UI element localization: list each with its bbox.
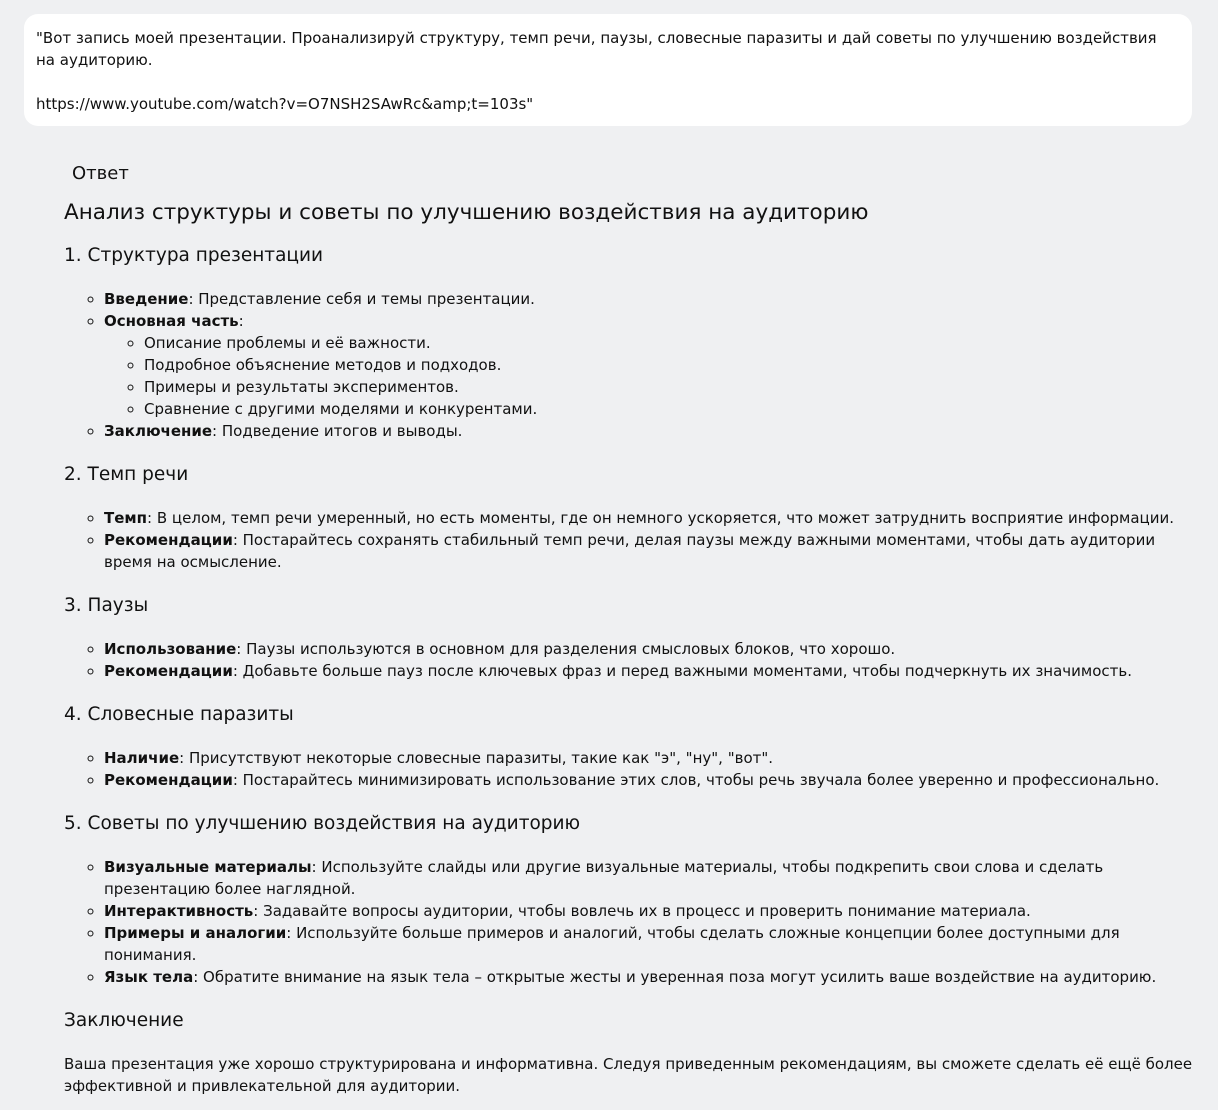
- section-heading-tempo: 2. Темп речи: [64, 464, 189, 485]
- item-term: Использование: [104, 640, 237, 658]
- item-text: : Присутствуют некоторые словесные паразиты, такие как "э", "ну", "вот".: [179, 749, 774, 767]
- sub-list-item: ◦ Примеры и результаты экспериментов.: [144, 376, 1204, 398]
- item-term: Рекомендации: [104, 531, 233, 549]
- item-term: Примеры и аналогии: [104, 924, 287, 942]
- item-text: : Добавьте больше пауз после ключевых фраз и перед важными моментами, чтобы подчеркнуть их значимость.: [232, 662, 1133, 680]
- list-item: [104, 922, 1204, 966]
- list-item: [104, 900, 1204, 922]
- item-text: : Задавайте вопросы аудитории, чтобы вовлечь их в процесс и проверить понимание материала.: [253, 902, 1031, 920]
- item-text: : Паузы используются в основном для разделения смысловых блоков, что хорошо.: [236, 640, 896, 658]
- item-term: Язык тела: [104, 968, 194, 986]
- list-item: [104, 310, 1204, 420]
- item-text: : Подведение итогов и выводы.: [212, 422, 463, 440]
- answer-title: Анализ структуры и советы по улучшению воздействия на аудиторию: [64, 200, 869, 225]
- section-heading-pauses: 3. Паузы: [64, 595, 149, 616]
- answer-label: Ответ: [72, 163, 129, 184]
- user-prompt-card: [24, 14, 1192, 126]
- item-term: Интерактивность: [104, 902, 254, 920]
- prompt-text: "Вот запись моей презентации. Проанализируй структуру, темп речи, паузы, словесные паразиты и дай советы по улучшению воздействия на аудиторию.: [36, 29, 1157, 69]
- list-item: [104, 288, 1204, 310]
- item-text: : Используйте слайды или другие визуальные материалы, чтобы подкрепить свои слова и сделать презентацию более наглядной.: [104, 858, 1104, 898]
- list-item: [104, 638, 1204, 660]
- section-heading-structure: 1. Структура презентации: [64, 245, 324, 266]
- item-term: Заключение: [104, 422, 213, 440]
- sub-list-item: ◦ Описание проблемы и её важности.: [144, 332, 1204, 354]
- structure-list: [64, 288, 1204, 442]
- main-part-sublist: [104, 332, 1204, 420]
- sub-list-item: ◦ Подробное объяснение методов и подходов.: [144, 354, 1204, 376]
- item-term: Основная часть: [104, 312, 239, 330]
- tempo-list: [64, 507, 1204, 573]
- list-item: [104, 507, 1204, 529]
- fillers-list: [64, 747, 1204, 791]
- conclusion-heading: Заключение: [64, 1010, 184, 1031]
- conclusion-text: Ваша презентация уже хорошо структурирована и информативна. Следуя приведенным рекомендациям, вы сможете сделать её ещё более эффективной и привлекательной для аудитории.: [64, 1055, 1193, 1095]
- sub-list-item: ◦ Сравнение с другими моделями и конкурентами.: [144, 398, 1204, 420]
- list-item: [104, 529, 1204, 573]
- prompt-url[interactable]: https://www.youtube.com/watch?v=O7NSH2SAwRc&amp;t=103s": [36, 95, 534, 113]
- list-item: [104, 747, 1204, 769]
- item-text: : Используйте больше примеров и аналогий, чтобы сделать сложные концепции более доступными для понимания.: [104, 924, 1120, 964]
- item-term: Рекомендации: [104, 771, 233, 789]
- item-text: : В целом, темп речи умеренный, но есть моменты, где он немного ускоряется, что может затруднить восприятие информации.: [147, 509, 1175, 527]
- list-item: [104, 966, 1204, 988]
- item-text: : Постарайтесь сохранять стабильный темп речи, делая паузы между важными моментами, чтобы дать аудитории время на осмысление.: [104, 531, 1156, 571]
- pauses-list: [64, 638, 1204, 682]
- section-heading-fillers: 4. Словесные паразиты: [64, 704, 294, 725]
- item-text: :: [238, 312, 244, 330]
- list-item: [104, 856, 1204, 900]
- item-text: : Представление себя и темы презентации.: [188, 290, 535, 308]
- section-heading-tips: 5. Советы по улучшению воздействия на аудиторию: [64, 813, 581, 834]
- list-item: [104, 660, 1204, 682]
- list-item: [104, 420, 1204, 442]
- item-text: : Постарайтесь минимизировать использование этих слов, чтобы речь звучала более уверенно и профессионально.: [232, 771, 1160, 789]
- item-term: Наличие: [104, 749, 180, 767]
- item-term: Визуальные материалы: [104, 858, 312, 876]
- item-term: Введение: [104, 290, 189, 308]
- item-text: : Обратите внимание на язык тела – открытые жесты и уверенная поза могут усилить ваше воздействие на аудиторию.: [193, 968, 1157, 986]
- answer-block: [64, 160, 1204, 1097]
- item-term: Рекомендации: [104, 662, 233, 680]
- tips-list: [64, 856, 1204, 988]
- list-item: [104, 769, 1204, 791]
- item-term: Темп: [104, 509, 148, 527]
